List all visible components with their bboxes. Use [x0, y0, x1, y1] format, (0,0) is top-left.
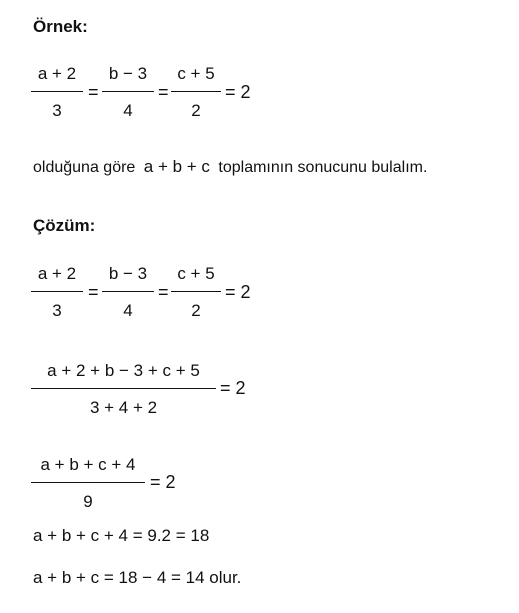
- fraction-bar: [171, 91, 221, 92]
- numerator: b − 3: [108, 264, 148, 283]
- numerator: b − 3: [108, 64, 148, 83]
- fraction-bar: [102, 291, 154, 292]
- fraction-bar: [31, 482, 145, 483]
- numerator: a + 2: [37, 264, 77, 283]
- step3-fraction: [31, 453, 145, 519]
- solution-step-5: a + b + c = 18 − 4 = 14 olur.: [33, 568, 242, 587]
- example-prompt: [33, 157, 427, 177]
- example-fraction-3: [171, 62, 221, 128]
- step1-fraction-2: [102, 262, 154, 328]
- denominator: 2: [191, 101, 201, 120]
- denominator: 4: [123, 101, 133, 120]
- fraction-bar: [31, 91, 83, 92]
- fraction-bar: [171, 291, 221, 292]
- denominator: 4: [123, 301, 133, 320]
- numerator: a + 2: [37, 64, 77, 83]
- equation-result: = 2: [225, 282, 251, 302]
- prompt-post: toplamının sonucunu bulalım.: [218, 159, 428, 176]
- denominator: 9: [83, 492, 93, 511]
- numerator: c + 5: [177, 64, 215, 83]
- equals-sign: =: [88, 282, 99, 302]
- equation-result: = 2: [225, 82, 251, 102]
- denominator: 3: [52, 301, 62, 320]
- equals-sign: =: [88, 82, 99, 102]
- prompt-expression: a + b + c: [143, 157, 210, 176]
- prompt-pre: olduğuna göre: [33, 159, 136, 176]
- equals-sign: =: [158, 82, 169, 102]
- solution-heading: Çözüm:: [33, 216, 96, 235]
- denominator: 3 + 4 + 2: [89, 398, 158, 417]
- fraction-bar: [102, 91, 154, 92]
- numerator: c + 5: [177, 264, 215, 283]
- example-heading: Örnek:: [33, 17, 88, 36]
- numerator: a + b + c + 4: [40, 455, 136, 474]
- fraction-bar: [31, 291, 83, 292]
- equals-sign: =: [158, 282, 169, 302]
- step1-fraction-3: [171, 262, 221, 328]
- denominator: 3: [52, 101, 62, 120]
- solution-step-4: a + b + c + 4 = 9.2 = 18: [33, 526, 210, 545]
- denominator: 2: [191, 301, 201, 320]
- example-fraction-2: [102, 62, 154, 128]
- equation-result: = 2: [150, 472, 176, 492]
- numerator: a + 2 + b − 3 + c + 5: [47, 361, 200, 380]
- fraction-bar: [31, 388, 216, 389]
- step1-fraction-1: [31, 262, 83, 328]
- step2-fraction: [31, 359, 216, 425]
- equation-result: = 2: [220, 378, 246, 398]
- example-fraction-1: [31, 62, 83, 128]
